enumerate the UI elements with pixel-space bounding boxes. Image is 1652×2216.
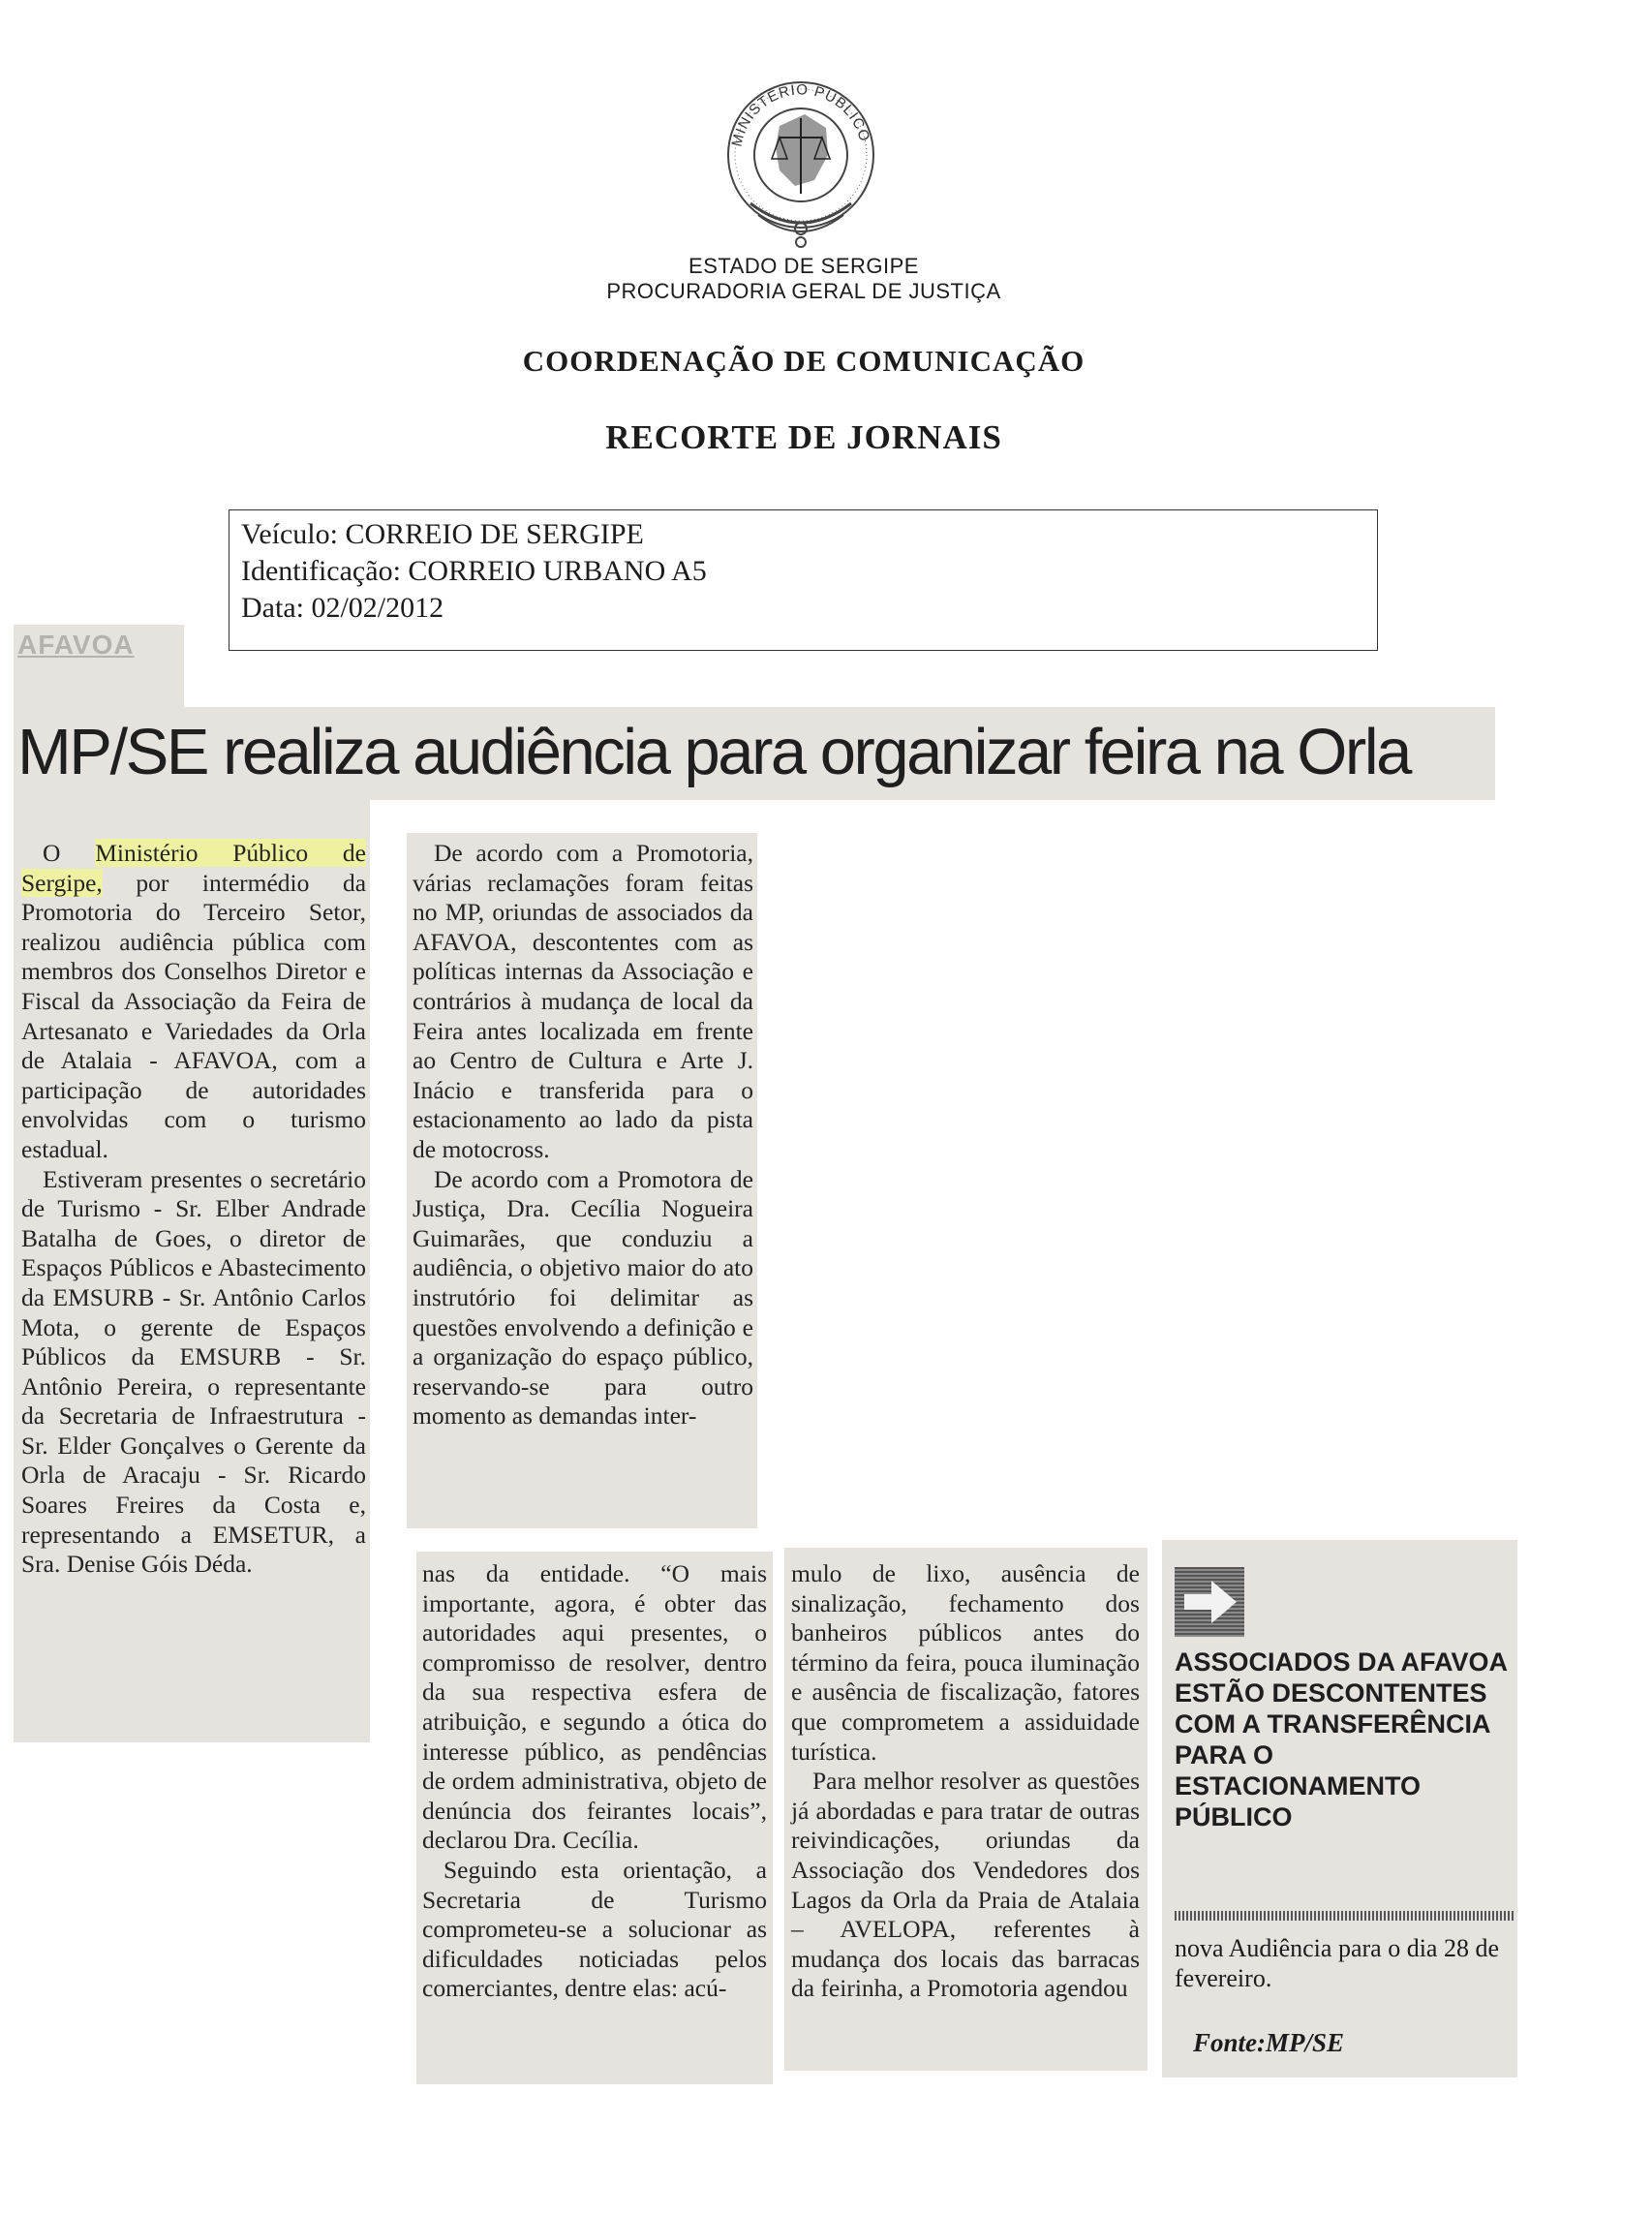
sidebar-continuation: nova Audiência para o dia 28 de fevereiro.: [1175, 1934, 1499, 1992]
highlighted-text: Ministério Público de Sergipe,: [21, 839, 366, 897]
agency-name: PROCURADORIA GERAL DE JUSTIÇA: [606, 279, 1001, 303]
sidebar-headline: ASSOCIADOS DA AFAVOA ESTÃO DESCONTENTES COM A TRANSFERÊNCIA PARA O ESTACIONAMENTO PÚBLICO: [1175, 1647, 1508, 1831]
sidebar-divider: [1175, 1911, 1514, 1921]
arrow-right-icon: [1175, 1567, 1244, 1637]
column-1-paragraph-1: O Ministério Público de Sergipe, por intermédio da Promotoria do Terceiro Setor, realizou audiência pública com membros dos Conselhos Diretor e Fiscal da Associação da Feira de Artesanato e Variedades da Orla de Atalaia - AFAVOA, com a participação de autoridades envolvidas com o turismo estadual.: [21, 839, 367, 1163]
column-4-paragraph-1: mulo de lixo, ausência de sinalização, fechamento dos banheiros públicos antes do término da feira, pouca iluminação e ausência de fiscalização, fatores que comprometem a assiduidade turística.: [791, 1559, 1140, 1766]
svg-text:MINISTÉRIO PÚBLICO: MINISTÉRIO PÚBLICO: [728, 81, 873, 149]
section-tag: AFAVOA: [17, 630, 135, 660]
column-4-paragraph-2: Para melhor resolver as questões já abordadas e para tratar de outras reivindicações, oriundas da Associação dos Vendedores dos Lagos da Orla da Praia de Atalaia – AVELOPA, referentes à mudança dos locais das barracas da feirinha, a Promotoria agendou: [791, 1767, 1140, 2003]
date-line: Data: 02/02/2012: [241, 592, 444, 624]
article-headline: MP/SE realiza audiência para organizar feira na Orla: [17, 716, 1410, 788]
column-3-paragraph-1: nas da entidade. “O mais importante, agora, é obter das autoridades aqui presentes, o compromisso de resolver, dentro da sua respectiva esfera de atribuição, e segundo a ótica do interesse público, as pendências de ordem administrativa, objeto de denúncia dos feirantes locais”, declarou Dra. Cecília.: [422, 1559, 767, 1855]
column-3-paragraph-2: Seguindo esta orientação, a Secretaria de Turismo comprometeu-se a solucionar as dificuldades noticiadas pelos comerciantes, dentre elas: acú-: [422, 1855, 767, 2003]
column-1-paragraph-2: Estiveram presentes o secretário de Turismo - Sr. Elber Andrade Batalha de Goes, o diretor de Espaços Públicos e Abastecimento da EMSURB - Sr. Antônio Carlos Mota, o gerente de Espaços Públicos da EMSURB - Sr. Antônio Pereira, o representante da Secretaria de Infraestrutura - Sr. Elder Gonçalves o Gerente da Orla de Aracaju - Sr. Ricardo Soares Freires da Costa e, representando a EMSETUR, a Sra. Denise Góis Déda.: [21, 1164, 366, 1579]
state-name: ESTADO DE SERGIPE: [688, 254, 919, 278]
section-title: RECORTE DE JORNAIS: [605, 418, 1002, 456]
column-2-paragraph-2: De acordo com a Promotora de Justiça, Dra. Cecília Nogueira Guimarães, que conduziu a audiência, o objetivo maior do ato instrutório foi delimitar as questões envolvendo a definição e a organização do espaço público, reservando-se para outro momento as demandas inter-: [413, 1164, 753, 1431]
article-column-3: [422, 1559, 767, 2004]
department-title: COORDENAÇÃO DE COMUNICAÇÃO: [522, 344, 1086, 378]
vehicle-line: Veículo: CORREIO DE SERGIPE: [241, 518, 644, 550]
clipping-info-box: [229, 509, 1378, 651]
ministerio-publico-seal: [712, 58, 891, 252]
article-column-1: [21, 839, 366, 1580]
column-2-paragraph-1: De acordo com a Promotoria, várias reclamações foram feitas no MP, oriundas de associados da AFAVOA, descontentes com as políticas internas da Associação e contrários à mudança de local da Feira antes localizada em frente ao Centro de Cultura e Arte J. Inácio e transferida para o estacionamento ao lado da pista de motocross.: [413, 839, 753, 1163]
source-credit: Fonte:MP/SE: [1193, 2028, 1345, 2057]
identification-line: Identificação: CORREIO URBANO A5: [241, 555, 707, 587]
article-column-4: [791, 1559, 1140, 2004]
article-column-2: [413, 839, 753, 1431]
